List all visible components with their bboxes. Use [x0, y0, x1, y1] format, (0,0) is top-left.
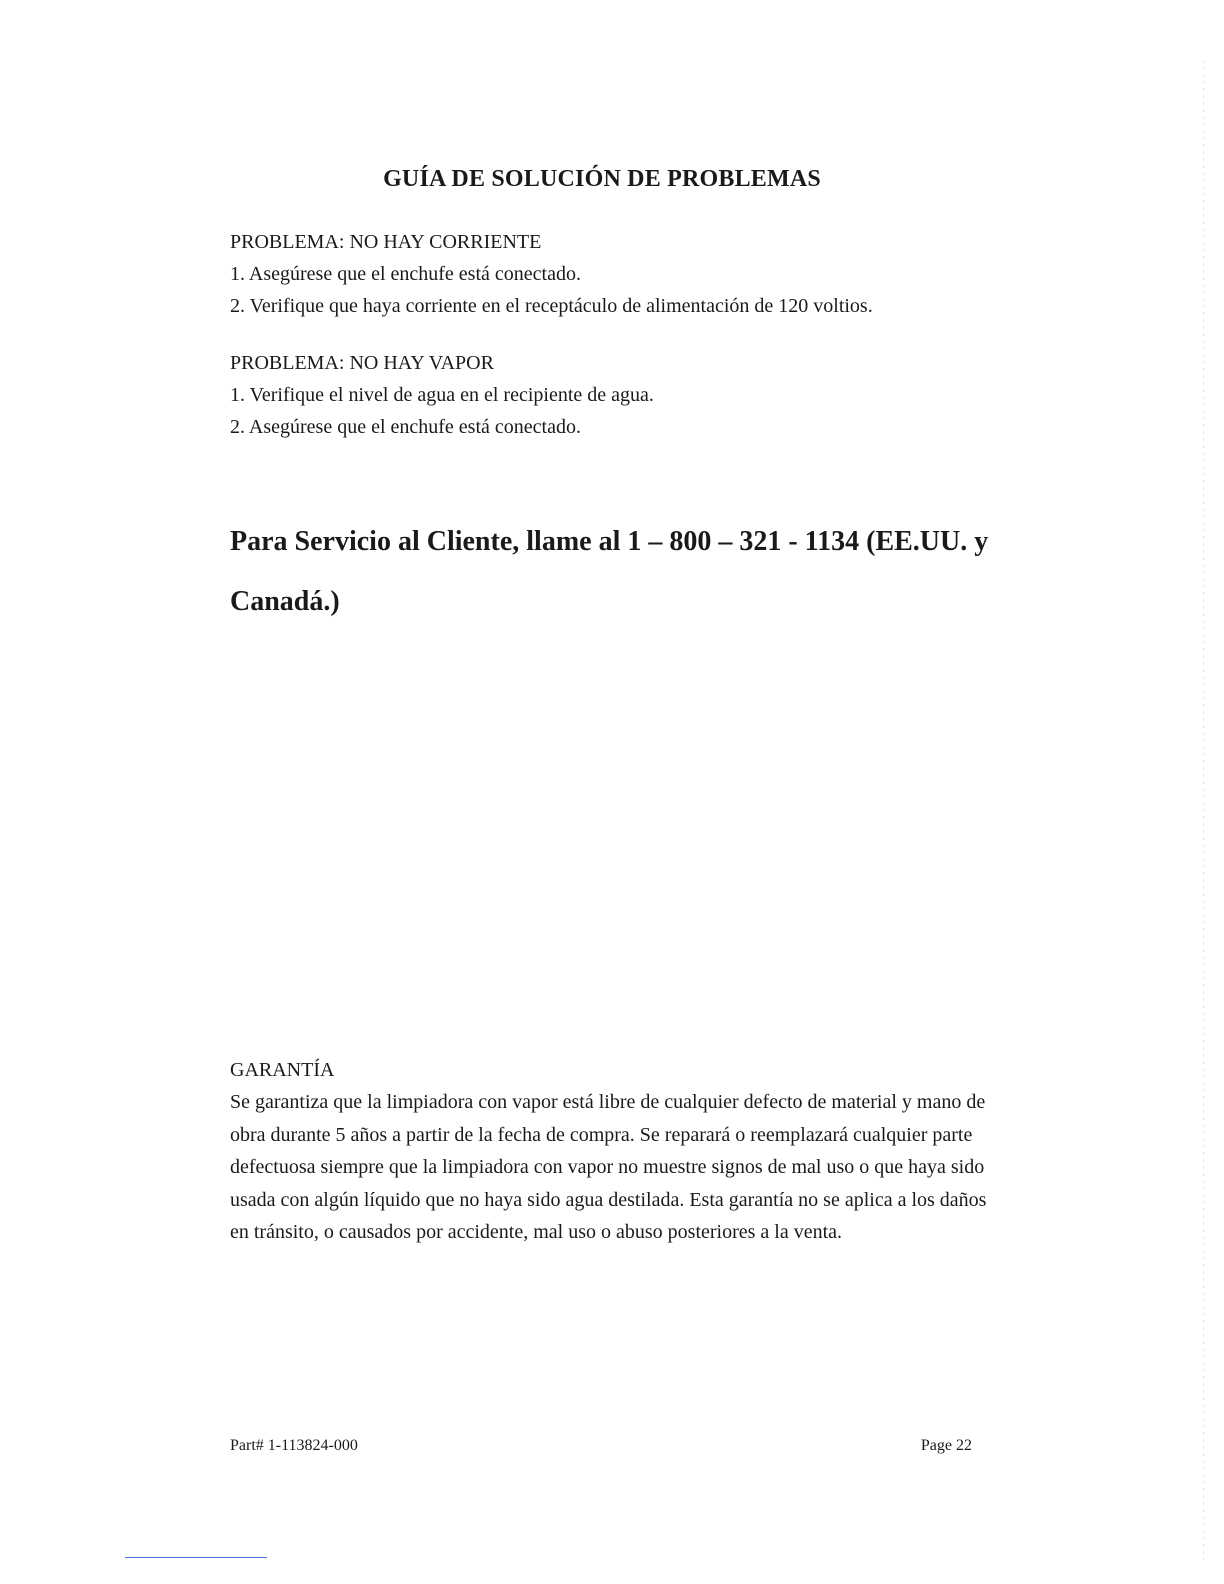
problem-section-no-steam: [230, 347, 654, 443]
problem-step: 1. Verifique el nivel de agua en el recipiente de agua.: [230, 384, 654, 406]
page-number: Page 22: [920, 1437, 972, 1454]
problem-section-no-power: [230, 226, 873, 322]
scan-artifact-line: [125, 1557, 267, 1558]
problem-step: 2. Asegúrese que el enchufe está conectado.: [230, 416, 581, 438]
problem-heading: PROBLEMA: NO HAY VAPOR: [230, 352, 494, 374]
warranty-section: [230, 1054, 990, 1249]
warranty-body: Se garantiza que la limpiadora con vapor está libre de cualquier defecto de material y mano de obra durante 5 años a partir de la fecha de compra. Se reparará o reemplazará cualquier parte defectuosa siempre que la limpiadora con vapor no muestre signos de mal uso o que haya sido usada con algún líquido que no haya sido agua destilada. Esta garantía no se aplica a los daños en tránsito, o causados por accidente, mal uso o abuso posteriores a la venta.: [230, 1091, 987, 1243]
page-title: GUÍA DE SOLUCIÓN DE PROBLEMAS: [383, 166, 821, 192]
part-number: Part# 1-113824-000: [230, 1437, 358, 1454]
warranty-heading: GARANTÍA: [230, 1059, 335, 1081]
problem-step: 1. Asegúrese que el enchufe está conectado.: [230, 263, 581, 285]
scan-edge-shadow: [1203, 60, 1204, 1560]
customer-service-notice: Para Servicio al Cliente, llame al 1 – 800 – 321 - 1134 (EE.UU. y Canadá.): [230, 526, 989, 617]
problem-heading: PROBLEMA: NO HAY CORRIENTE: [230, 231, 542, 253]
problem-step: 2. Verifique que haya corriente en el receptáculo de alimentación de 120 voltios.: [230, 295, 873, 317]
